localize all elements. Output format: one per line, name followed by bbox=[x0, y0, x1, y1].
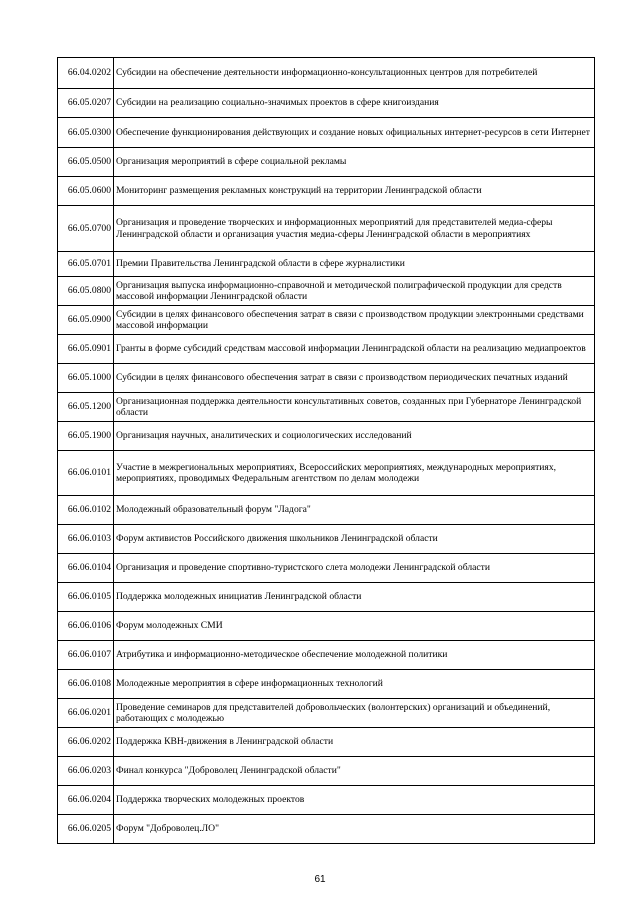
table-row bbox=[58, 554, 595, 583]
table-row bbox=[58, 525, 595, 554]
table-row bbox=[58, 364, 595, 393]
table-row bbox=[58, 335, 595, 364]
table-row bbox=[58, 177, 595, 206]
row-name: Поддержка молодежных инициатив Ленинградской области bbox=[114, 583, 595, 612]
row-code: 66.06.0205 bbox=[58, 815, 114, 844]
budget-codes-table bbox=[57, 57, 595, 844]
row-name: Форум "Доброволец.ЛО" bbox=[114, 815, 595, 844]
row-name: Проведение семинаров для представителей добровольческих (волонтерских) организаций и объединений, работающих с молодежью bbox=[114, 699, 595, 728]
row-name: Организация и проведение творческих и информационных мероприятий для представителей медиа-сферы Ленинградской области и организация участия медиа-сферы Ленинградской области в мероприятиях bbox=[114, 206, 595, 252]
row-name: Поддержка КВН-движения в Ленинградской области bbox=[114, 728, 595, 757]
row-code: 66.06.0202 bbox=[58, 728, 114, 757]
row-code: 66.06.0101 bbox=[58, 451, 114, 496]
row-name: Гранты в форме субсидий средствам массовой информации Ленинградской области на реализацию медиапроектов bbox=[114, 335, 595, 364]
row-code: 66.06.0103 bbox=[58, 525, 114, 554]
row-code: 66.05.1000 bbox=[58, 364, 114, 393]
row-code: 66.05.0800 bbox=[58, 277, 114, 306]
row-name: Участие в межрегиональных мероприятиях, Всероссийских мероприятиях, международных мероприятиях, мероприятиях, проводимых Федеральным агентством по делам молодежи bbox=[114, 451, 595, 496]
row-name: Обеспечение функционирования действующих и создание новых официальных интернет-ресурсов в сети Интернет bbox=[114, 118, 595, 148]
row-code: 66.05.0701 bbox=[58, 252, 114, 277]
table-row bbox=[58, 583, 595, 612]
page-number: 61 bbox=[314, 874, 326, 885]
row-code: 66.06.0102 bbox=[58, 496, 114, 525]
row-name: Мониторинг размещения рекламных конструкций на территории Ленинградской области bbox=[114, 177, 595, 206]
row-code: 66.05.0600 bbox=[58, 177, 114, 206]
table-row bbox=[58, 277, 595, 306]
row-name: Поддержка творческих молодежных проектов bbox=[114, 786, 595, 815]
row-code: 66.06.0204 bbox=[58, 786, 114, 815]
table-row bbox=[58, 699, 595, 728]
row-code: 66.05.0500 bbox=[58, 148, 114, 177]
row-name: Субсидии в целях финансового обеспечения затрат в связи с производством продукции электронными средствами массовой информации bbox=[114, 306, 595, 335]
table-row bbox=[58, 89, 595, 118]
row-name: Форум активистов Российского движения школьников Ленинградской области bbox=[114, 525, 595, 554]
table-row bbox=[58, 252, 595, 277]
row-code: 66.06.0104 bbox=[58, 554, 114, 583]
row-name: Субсидии на реализацию социально-значимых проектов в сфере книгоиздания bbox=[114, 89, 595, 118]
row-name: Организация выпуска информационно-справочной и методической полиграфической продукции для средств массовой информации Ленинградской области bbox=[114, 277, 595, 306]
table-row bbox=[58, 815, 595, 844]
row-code: 66.05.0300 bbox=[58, 118, 114, 148]
table-row bbox=[58, 206, 595, 252]
row-name: Организация научных, аналитических и социологических исследований bbox=[114, 422, 595, 451]
row-code: 66.06.0107 bbox=[58, 641, 114, 670]
document-sheet bbox=[57, 57, 595, 844]
table-row bbox=[58, 496, 595, 525]
row-code: 66.05.0207 bbox=[58, 89, 114, 118]
row-name: Молодежные мероприятия в сфере информационных технологий bbox=[114, 670, 595, 699]
table-row bbox=[58, 757, 595, 786]
row-name: Финал конкурса "Доброволец Ленинградской области" bbox=[114, 757, 595, 786]
row-name: Субсидии на обеспечение деятельности информационно-консультационных центров для потребителей bbox=[114, 58, 595, 89]
row-code: 66.06.0105 bbox=[58, 583, 114, 612]
table-row bbox=[58, 58, 595, 89]
table-body bbox=[58, 58, 595, 844]
row-code: 66.06.0201 bbox=[58, 699, 114, 728]
table-row bbox=[58, 422, 595, 451]
row-code: 66.05.0900 bbox=[58, 306, 114, 335]
row-name: Премии Правительства Ленинградской области в сфере журналистики bbox=[114, 252, 595, 277]
table-row bbox=[58, 670, 595, 699]
row-name: Молодежный образовательный форум "Ладога" bbox=[114, 496, 595, 525]
row-name: Организация мероприятий в сфере социальной рекламы bbox=[114, 148, 595, 177]
table-row bbox=[58, 612, 595, 641]
row-name: Субсидии в целях финансового обеспечения затрат в связи с производством периодических печатных изданий bbox=[114, 364, 595, 393]
row-code: 66.06.0108 bbox=[58, 670, 114, 699]
row-code: 66.04.0202 bbox=[58, 58, 114, 89]
table-row bbox=[58, 306, 595, 335]
row-name: Организация и проведение спортивно-туристского слета молодежи Ленинградской области bbox=[114, 554, 595, 583]
row-code: 66.05.0700 bbox=[58, 206, 114, 252]
row-code: 66.06.0106 bbox=[58, 612, 114, 641]
table-row bbox=[58, 728, 595, 757]
row-code: 66.05.1900 bbox=[58, 422, 114, 451]
table-row bbox=[58, 451, 595, 496]
row-name: Атрибутика и информационно-методическое обеспечение молодежной политики bbox=[114, 641, 595, 670]
row-name: Организационная поддержка деятельности консультативных советов, созданных при Губернаторе Ленинградской области bbox=[114, 393, 595, 422]
row-code: 66.06.0203 bbox=[58, 757, 114, 786]
table-row bbox=[58, 393, 595, 422]
row-code: 66.05.0901 bbox=[58, 335, 114, 364]
table-row bbox=[58, 786, 595, 815]
row-name: Форум молодежных СМИ bbox=[114, 612, 595, 641]
table-row bbox=[58, 641, 595, 670]
table-row bbox=[58, 118, 595, 148]
table-row bbox=[58, 148, 595, 177]
row-code: 66.05.1200 bbox=[58, 393, 114, 422]
